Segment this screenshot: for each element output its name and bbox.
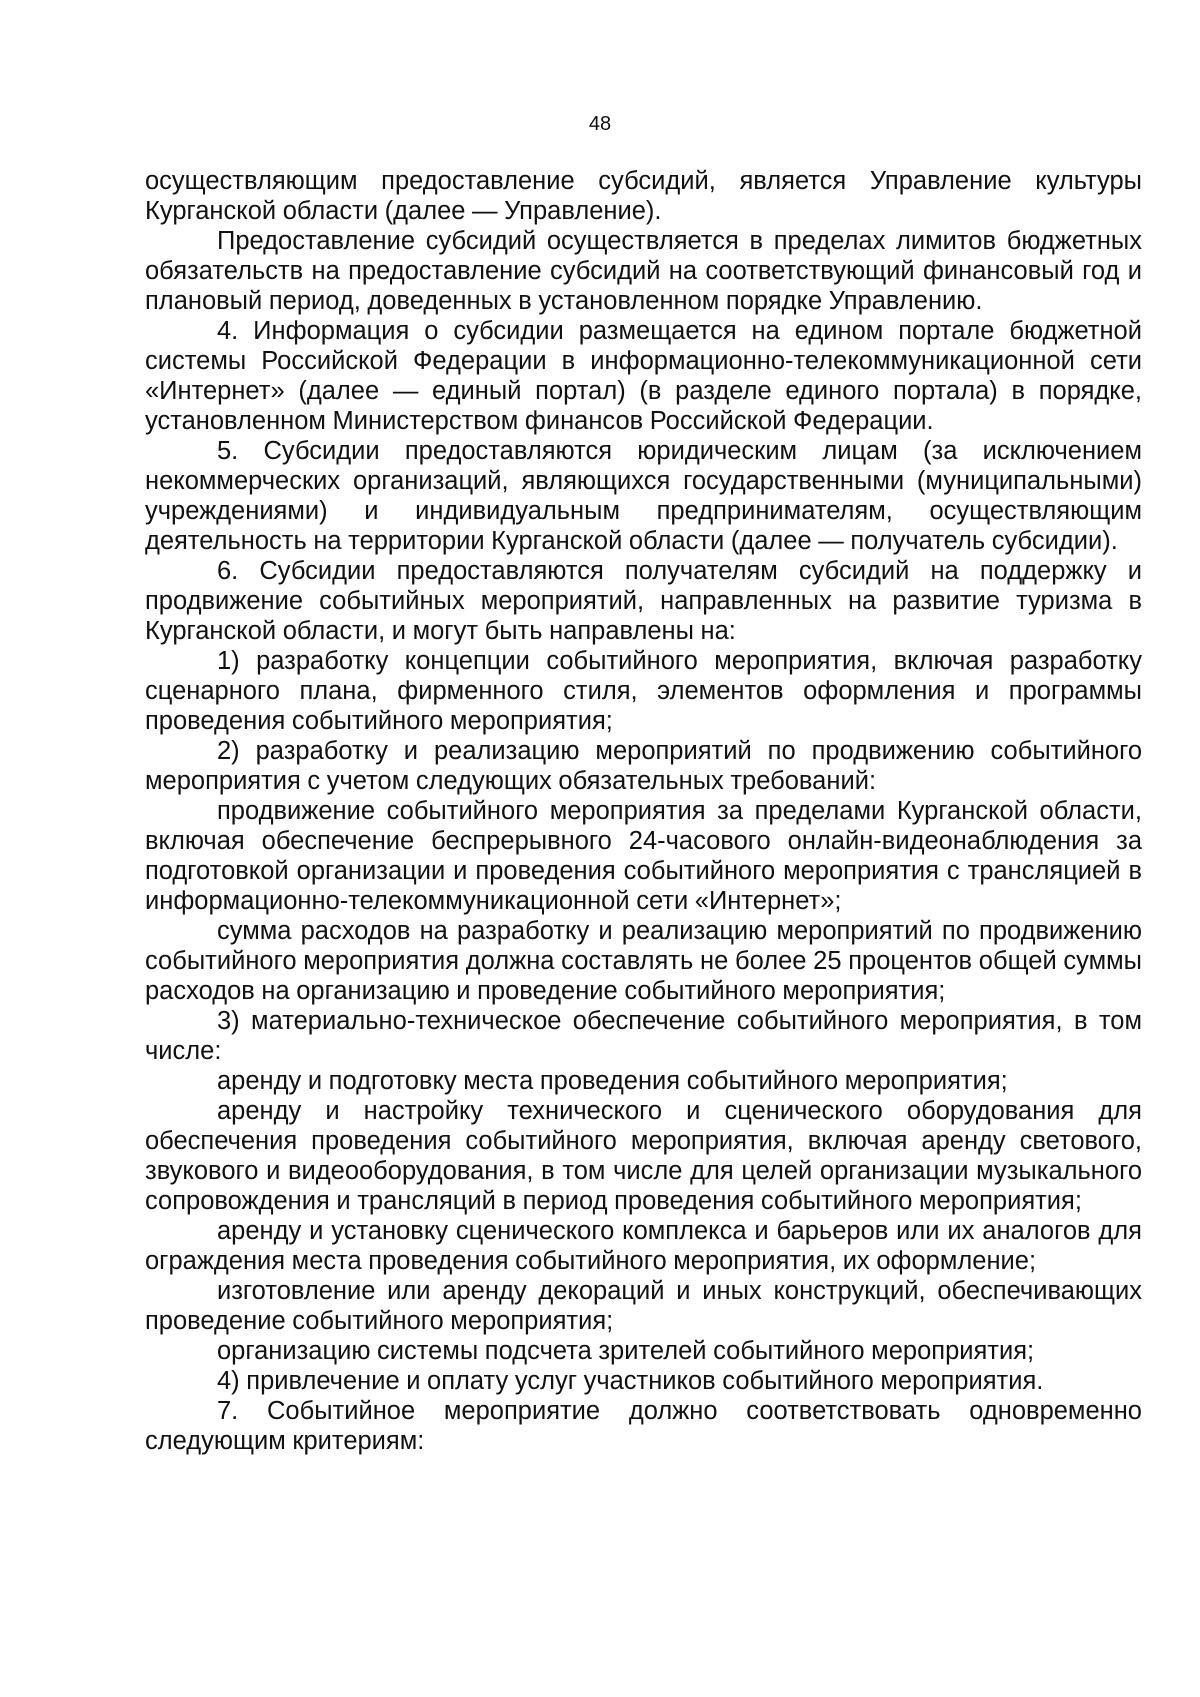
requirement-paragraph: сумма расходов на разработку и реализацию мероприятий по продвижению событийного мероприятия должна составлять не более 25 процентов общей суммы расходов на организацию и проведение событийного мероприятия; bbox=[145, 917, 1142, 1005]
expense-paragraph: организацию системы подсчета зрителей событийного мероприятия; bbox=[217, 1337, 1035, 1365]
paragraph-item-4: 4. Информация о субсидии размещается на едином портале бюджетной системы Российской Федерации в информационно-телекоммуникационной сети «Интернет» (далее — единый портал) (в разделе единого портала) в порядке, установленном Министерством финансов Российской Федерации. bbox=[145, 317, 1142, 435]
expense-paragraph: изготовление или аренду декораций и иных конструкций, обеспечивающих проведение событийного мероприятия; bbox=[145, 1277, 1142, 1335]
paragraph-item-7: 7. Событийное мероприятие должно соответствовать одновременно следующим критериям: bbox=[145, 1397, 1142, 1455]
expense-paragraph: аренду и настройку технического и сценического оборудования для обеспечения проведения событийного мероприятия, включая аренду светового, звукового и видеооборудования, в том числе для целей организации музыкального сопровождения и трансляций в период проведения событийного мероприятия; bbox=[145, 1097, 1142, 1215]
expense-paragraph: аренду и установку сценического комплекса и барьеров или их аналогов для ограждения места проведения событийного мероприятия, их оформление; bbox=[145, 1217, 1142, 1275]
subitem-3: 3) материально-техническое обеспечение событийного мероприятия, в том числе: bbox=[145, 1007, 1142, 1065]
expense-paragraph: аренду и подготовку места проведения событийного мероприятия; bbox=[217, 1067, 1008, 1095]
paragraph-item-6: 6. Субсидии предоставляются получателям субсидий на поддержку и продвижение событийных мероприятий, направленных на развитие туризма в Курганской области, и могут быть направлены на: bbox=[145, 557, 1142, 645]
paragraph: осуществляющим предоставление субсидий, является Управление культуры Курганской области (далее — Управление). bbox=[145, 167, 1142, 225]
subitem-2: 2) разработку и реализацию мероприятий по продвижению событийного мероприятия с учетом следующих обязательных требований: bbox=[145, 737, 1142, 795]
page-number: 48 bbox=[588, 113, 612, 135]
paragraph: Предоставление субсидий осуществляется в пределах лимитов бюджетных обязательств на предоставление субсидий на соответствующий финансовый год и плановый период, доведенных в установленном порядке Управлению. bbox=[145, 227, 1142, 315]
paragraph-item-5: 5. Субсидии предоставляются юридическим лицам (за исключением некоммерческих организаций, являющихся государственными (муниципальными) учреждениями) и индивидуальным предпринимателям, осуществляющим деятельность на территории Курганской области (далее — получатель субсидии). bbox=[145, 437, 1142, 555]
subitem-1: 1) разработку концепции событийного мероприятия, включая разработку сценарного плана, фирменного стиля, элементов оформления и программы проведения событийного мероприятия; bbox=[145, 647, 1142, 735]
document-body bbox=[145, 166, 1142, 1456]
requirement-paragraph: продвижение событийного мероприятия за пределами Курганской области, включая обеспечение беспрерывного 24-часового онлайн-видеонаблюдения за подготовкой организации и проведения событийного мероприятия с трансляцией в информационно-телекоммуникационной сети «Интернет»; bbox=[145, 797, 1142, 915]
subitem-4: 4) привлечение и оплату услуг участников событийного мероприятия. bbox=[217, 1367, 1044, 1395]
